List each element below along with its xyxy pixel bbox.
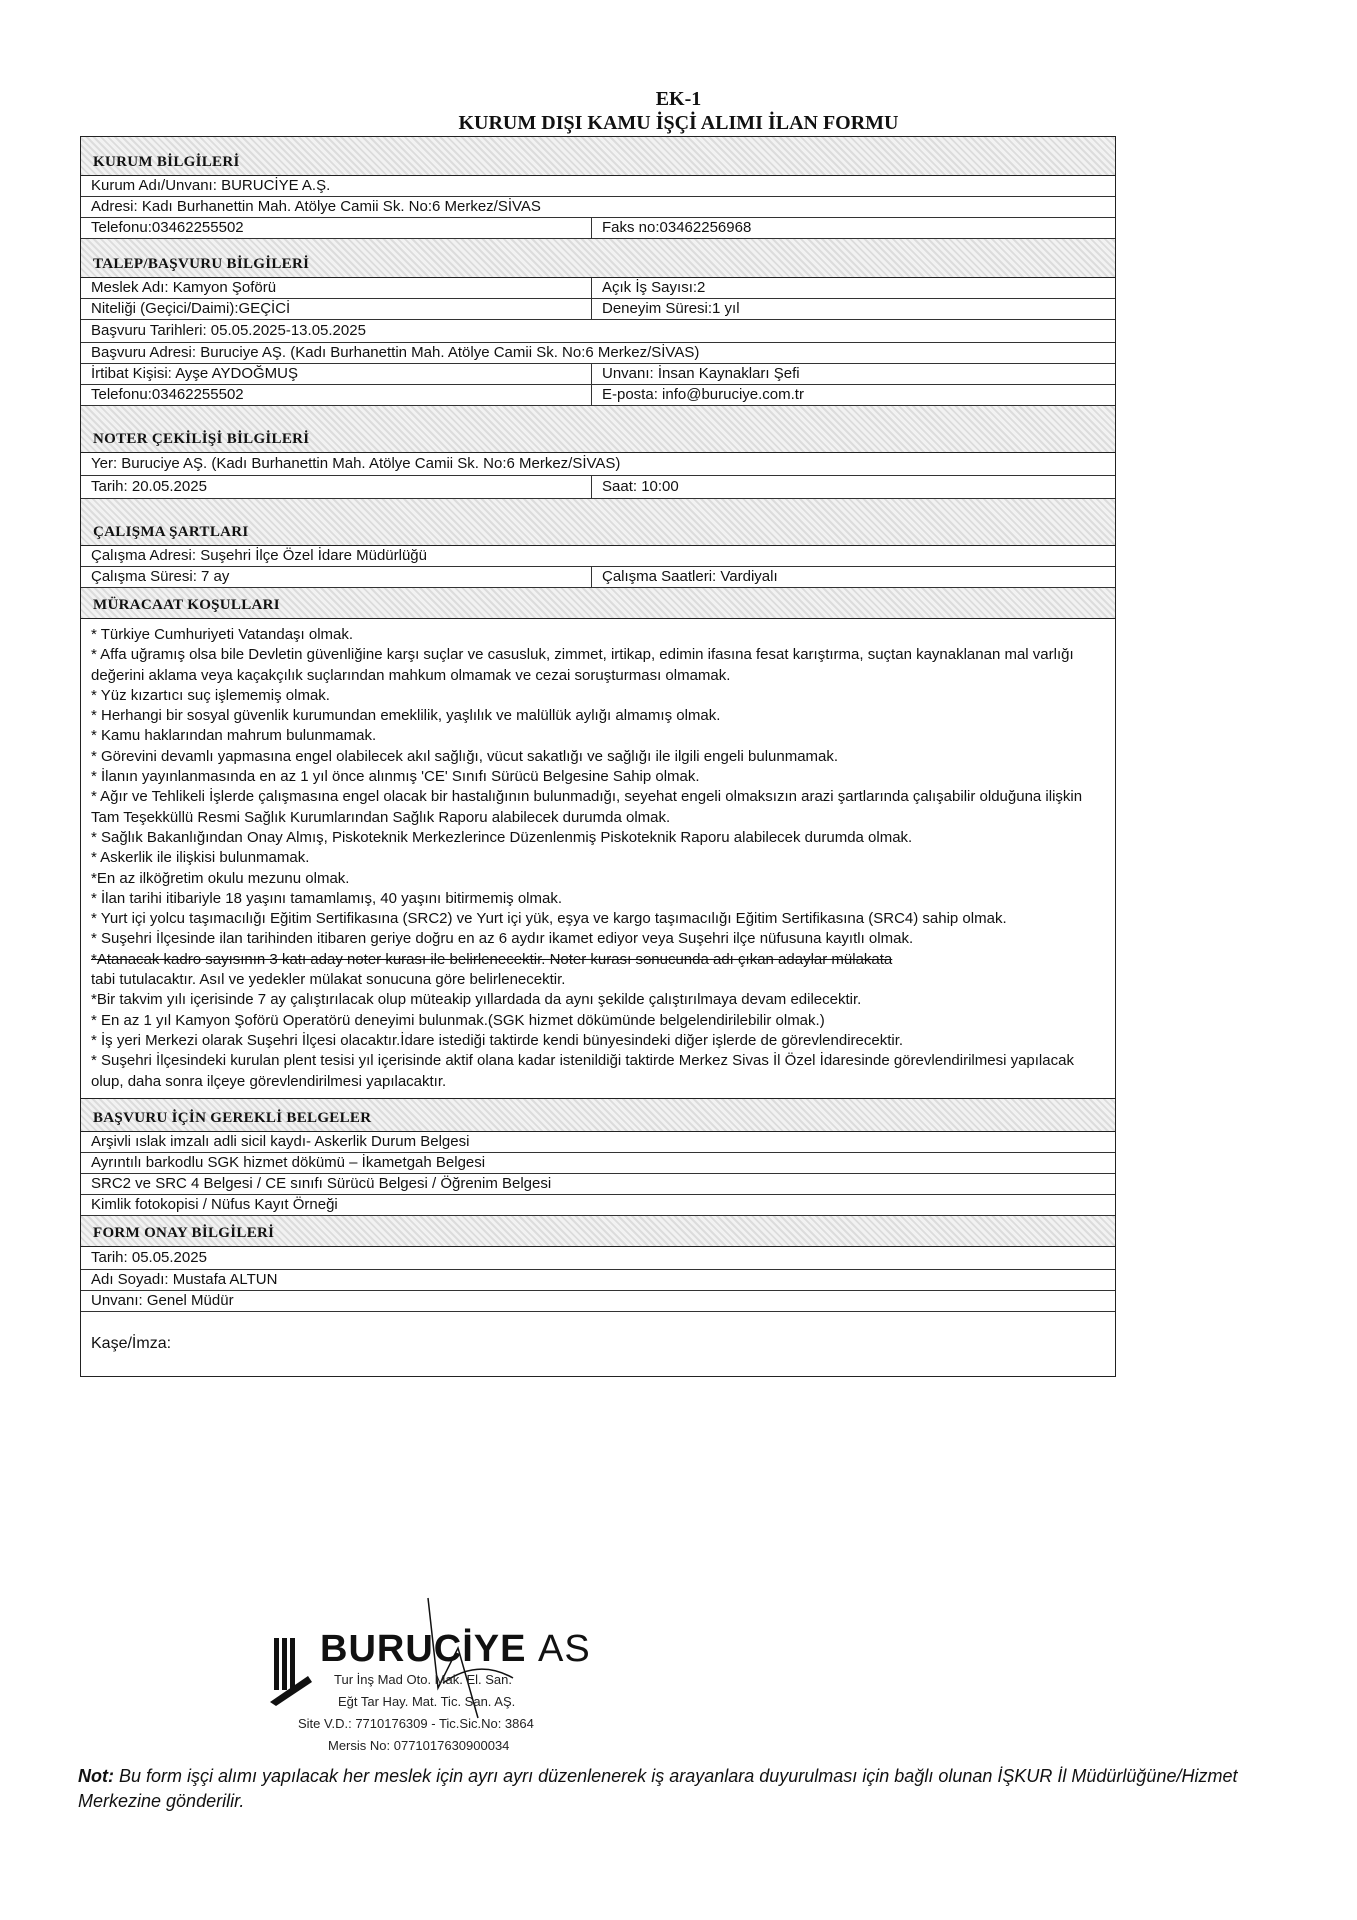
irtibat-unvani: Unvanı: İnsan Kaynakları Şefi [602, 365, 800, 382]
kurum-adi: Kurum Adı/Unvanı: BURUCİYE A.Ş. [91, 177, 331, 194]
calisma-suresi: Çalışma Süresi: 7 ay [81, 567, 592, 587]
belge-item: Arşivli ıslak imzalı adli sicil kaydı- Askerlik Durum Belgesi [91, 1132, 470, 1150]
section-kurum [81, 137, 1115, 176]
noter-yer: Yer: Buruciye AŞ. (Kadı Burhanettin Mah. Atölye Camii Sk. No:6 Merkez/SİVAS) [91, 455, 621, 472]
row-kurum-adres [81, 197, 1115, 218]
condition-item: * Yurt içi yolcu taşımacılığı Eğitim Sertifikasına (SRC2) ve Yurt içi yük, eşya ve kargo taşımacılığı Eğitim Sertifikasına (SRC4) sahip olmak. [91, 910, 1007, 928]
row-calisma-sure [81, 567, 1115, 588]
row-onay-tarih [81, 1247, 1115, 1270]
condition-item: * Suşehri İlçesinde ilan tarihinden itibaren geriye doğru en az 6 aydır ikamet ediyor veya Suşehri ilçe nüfusuna kayıtlı olmak. [91, 930, 914, 948]
row-belge [81, 1153, 1115, 1174]
onay-unvani: Unvanı: Genel Müdür [91, 1291, 234, 1309]
section-title: TALEP/BAŞVURU BİLGİLERİ [93, 256, 310, 272]
condition-item: tabi tutulacaktır. Asıl ve yedekler mülakat sonucuna göre belirlenecektir. [91, 971, 566, 989]
belge-item: Ayrıntılı barkodlu SGK hizmet dökümü – İkametgah Belgesi [91, 1153, 486, 1171]
row-basvuru-tarihleri [81, 320, 1115, 343]
belge-item: Kimlik fotokopisi / Nüfus Kayıt Örneği [91, 1195, 338, 1213]
niteligi: Niteliği (Geçici/Daimi):GEÇİCİ [81, 299, 592, 319]
company-logo-icon [268, 1636, 328, 1706]
row-noter-yer [81, 453, 1115, 476]
condition-item: * İlanın yayınlanmasında en az 1 yıl önce alınmış 'CE' Sınıfı Sürücü Belgesine Sahip olmak. [91, 768, 700, 786]
section-muracaat [81, 588, 1115, 619]
document-title: KURUM DIŞI KAMU İŞÇİ ALIMI İLAN FORMU [458, 112, 899, 134]
announcement-form [80, 136, 1116, 1377]
condition-item: * Ağır ve Tehlikeli İşlerde çalışmasına engel olacak bir hastalığının bulunmadığı, seyehat engeli olmaksızın arazi şartlarında çalışabilir olduğuna ilişkin Tam Teşekküllü Resmi Sağlık Kurumlarından Sağlık Raporu alabilecek durumda olmak. [91, 788, 1083, 826]
condition-item: * Sağlık Bakanlığından Onay Almış, Piskoteknik Merkezlerince Düzenlenmiş Piskoteknik Raporu alabilecek durumda olmak. [91, 828, 913, 846]
conditions-list [81, 619, 1115, 1099]
row-meslek [81, 278, 1115, 299]
section-onay [81, 1216, 1115, 1247]
section-title: ÇALIŞMA ŞARTLARI [93, 524, 249, 540]
section-title: MÜRACAAT KOŞULLARI [93, 597, 280, 613]
meslek-adi: Meslek Adı: Kamyon Şoförü [81, 278, 592, 298]
kase-imza-row [81, 1312, 1115, 1376]
row-onay-unvani [81, 1291, 1115, 1312]
document-label: EK-1 [655, 88, 702, 110]
condition-item: * Askerlik ile ilişkisi bulunmamak. [91, 849, 310, 867]
section-title: FORM ONAY BİLGİLERİ [93, 1224, 275, 1241]
section-noter [81, 406, 1115, 453]
stamp-brand: BURUCİYE AS [320, 1628, 591, 1670]
onay-tarih: Tarih: 05.05.2025 [91, 1248, 207, 1266]
section-title: NOTER ÇEKİLİŞİ BİLGİLERİ [93, 431, 310, 447]
acik-is-sayisi: Açık İş Sayısı:2 [602, 279, 706, 296]
row-kurum-telefon [81, 218, 1115, 239]
onay-adi-soyadi: Adı Soyadı: Mustafa ALTUN [91, 1270, 278, 1288]
noter-tarih: Tarih: 20.05.2025 [81, 476, 592, 498]
row-onay-adi [81, 1270, 1115, 1291]
kase-imza-label: Kaşe/İmza: [91, 1334, 172, 1352]
row-belge [81, 1195, 1115, 1216]
condition-item-struck: *Atanacak kadro sayısının 3 katı aday noter kurası ile belirlenecektir. Noter kurası sonucunda adı çıkan adaylar mülakata [91, 950, 893, 968]
row-kurum-adi [81, 176, 1115, 197]
calisma-adresi: Çalışma Adresi: Suşehri İlçe Özel İdare Müdürlüğü [91, 547, 427, 564]
row-belge [81, 1174, 1115, 1195]
row-noter-tarih [81, 476, 1115, 499]
condition-item: * Herhangi bir sosyal güvenlik kurumundan emeklilik, yaşlılık ve malüllük aylığı almamış olmak. [91, 707, 721, 725]
section-belgeler [81, 1099, 1115, 1132]
irtibat-kisisi: İrtibat Kişisi: Ayşe AYDOĞMUŞ [81, 364, 592, 384]
condition-item: * En az 1 yıl Kamyon Şoförü Operatörü deneyimi bulunmak.(SGK hizmet dökümünde belgelendirilebilir olmak.) [91, 1011, 825, 1029]
stamp-line: Site V.D.: 7710176309 - Tic.Sic.No: 3864 [298, 1716, 534, 1731]
row-irtibat [81, 364, 1115, 385]
stamp-line: Tur İnş Mad Oto. Mak. El. San. [334, 1672, 512, 1687]
kurum-faks: Faks no:03462256968 [602, 219, 752, 236]
basvuru-adresi: Başvuru Adresi: Buruciye AŞ. (Kadı Burhanettin Mah. Atölye Camii Sk. No:6 Merkez/SİVAS) [91, 344, 700, 361]
section-title: KURUM BİLGİLERİ [93, 154, 240, 170]
note-text: Bu form işçi alımı yapılacak her meslek için ayrı ayrı düzenlenerek iş arayanlara duyurulması için bağlı olunan İŞKUR İl Müdürlüğüne/Hizmet Merkezine gönderilir. [78, 1766, 1238, 1811]
talep-eposta: E-posta: info@buruciye.com.tr [602, 386, 804, 403]
note-label: Not: [78, 1766, 114, 1786]
basvuru-tarihleri: Başvuru Tarihleri: 05.05.2025-13.05.2025 [91, 322, 366, 339]
section-title: BAŞVURU İÇİN GEREKLİ BELGELER [93, 1109, 372, 1126]
deneyim-suresi: Deneyim Süresi:1 yıl [602, 300, 740, 317]
condition-item: *Bir takvim yılı içerisinde 7 ay çalıştırılacak olup müteakip yıllardada da aynı şekilde çalıştırılmaya devam edilecektir. [91, 991, 862, 1009]
section-talep [81, 239, 1115, 278]
condition-item: * Yüz kızartıcı suç işlememiş olmak. [91, 686, 330, 704]
talep-telefon: Telefonu:03462255502 [81, 385, 592, 405]
condition-item: *En az ilköğretim okulu mezunu olmak. [91, 869, 350, 887]
row-basvuru-adresi [81, 343, 1115, 364]
condition-item: * İlan tarihi itibariyle 18 yaşını tamamlamış, 40 yaşını bitirmemiş olmak. [91, 889, 562, 907]
company-stamp [268, 1628, 608, 1764]
condition-item: * Suşehri İlçesindeki kurulan plent tesisi yıl içerisinde aktif olana kadar istenildiği taktirde Merkez Sivas İl Özel İdaresinde görevlendirilmesi yapılacak olup, daha sonra ilçeye görevlendirilmesi yapılacaktır. [91, 1052, 1074, 1090]
condition-item: * İş yeri Merkezi olarak Suşehri İlçesi olacaktır.İdare istediği taktirde kendi bünyesindeki diğer işlerde de görevlendirecektir. [91, 1031, 904, 1049]
row-talep-telefon [81, 385, 1115, 406]
noter-saat: Saat: 10:00 [602, 478, 679, 495]
condition-item: * Kamu haklarından mahrum bulunmamak. [91, 727, 377, 745]
calisma-saatleri: Çalışma Saatleri: Vardiyalı [602, 568, 778, 585]
kurum-telefon: Telefonu:03462255502 [81, 218, 592, 238]
condition-item: * Türkiye Cumhuriyeti Vatandaşı olmak. [91, 626, 354, 643]
stamp-line: Mersis No: 0771017630900034 [328, 1738, 510, 1753]
row-calisma-adres [81, 546, 1115, 567]
condition-item: * Görevini devamlı yapmasına engel olabilecek akıl sağlığı, vücut sakatlığı ve sağlığı ile ilgili engeli bulunmamak. [91, 747, 839, 765]
row-niteligi [81, 299, 1115, 320]
stamp-line: Eğt Tar Hay. Mat. Tic. San. AŞ. [338, 1694, 516, 1709]
kurum-adres: Adresi: Kadı Burhanettin Mah. Atölye Camii Sk. No:6 Merkez/SİVAS [91, 198, 541, 215]
condition-item: * Affa uğramış olsa bile Devletin güvenliğine karşı suçlar ve casusluk, zimmet, irtikap, edimin ifasına fesat karıştırma, suçtan kaynaklanan mal varlığı değerini aklama veya kaçakçılık suçlarından mahkum olmamak ve cezai soruşturması olmamak. [91, 646, 1074, 684]
section-calisma [81, 499, 1115, 546]
belge-item: SRC2 ve SRC 4 Belgesi / CE sınıfı Sürücü Belgesi / Öğrenim Belgesi [91, 1174, 552, 1192]
footer-note [78, 1764, 1278, 1814]
row-belge [81, 1132, 1115, 1153]
